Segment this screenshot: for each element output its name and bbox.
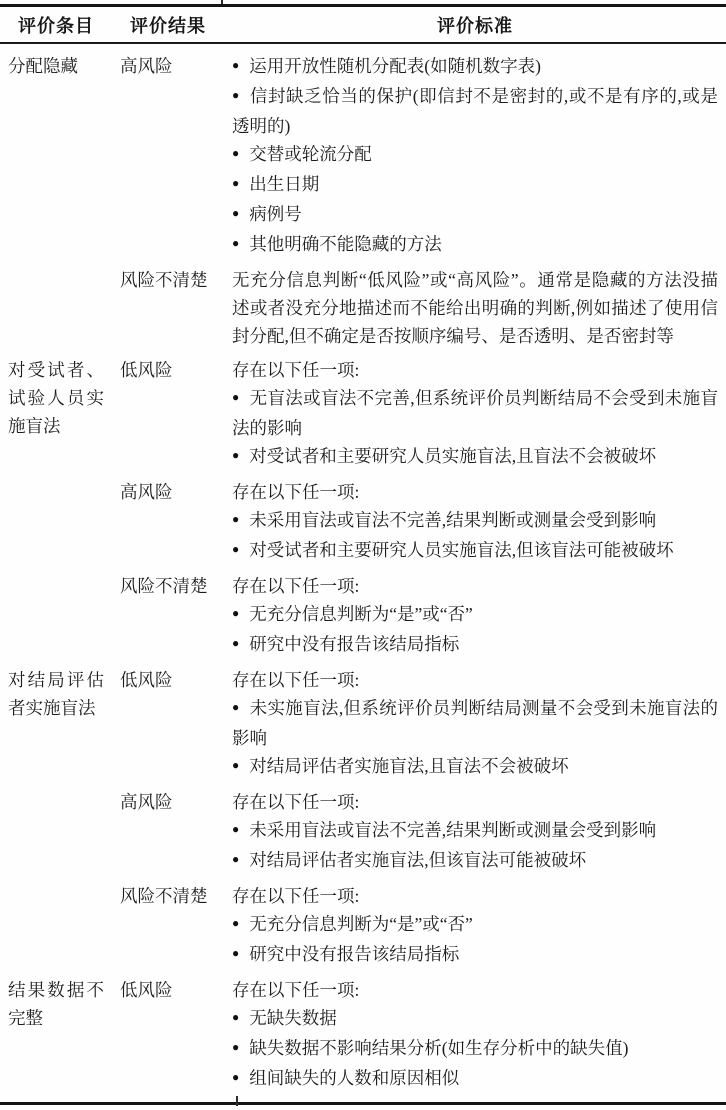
bullet-text: 对受试者和主要研究人员实施盲法,但该盲法可能被破坏 <box>249 540 674 560</box>
table-row <box>8 882 718 970</box>
table-body <box>0 44 726 1102</box>
result-cell: 高风险 <box>120 482 173 502</box>
bullet-icon: ● <box>232 146 240 160</box>
criteria-cell <box>232 478 718 566</box>
bullet-text: 其他明确不能隐藏的方法 <box>249 234 442 254</box>
bullet-item <box>232 170 718 200</box>
bullet-item <box>232 1034 718 1064</box>
bullet-icon: ● <box>232 206 240 220</box>
bullet-icon: ● <box>232 606 240 620</box>
criteria-intro: 存在以下任一项: <box>232 792 360 812</box>
criteria-cell <box>232 882 718 970</box>
result-cell: 低风险 <box>120 360 173 380</box>
criteria-intro: 存在以下任一项: <box>232 482 360 502</box>
bullet-item <box>232 140 718 170</box>
criteria-intro: 存在以下任一项: <box>232 886 360 906</box>
bullet-item <box>232 200 718 230</box>
criteria-text: 无充分信息判断“低风险”或“高风险”。通常是隐藏的方法没描述或者没充分地描述而不能给出明确的判断,例如描述了使用信封分配,但不确定是否按顺序编号、是否透明、是否密封等 <box>232 270 718 346</box>
bullet-icon: ● <box>232 236 240 250</box>
bullet-icon: ● <box>232 946 240 960</box>
bullet-icon: ● <box>232 636 240 650</box>
bullet-text: 交替或轮流分配 <box>249 144 372 164</box>
result-cell: 低风险 <box>120 980 173 1000</box>
bullet-icon: ● <box>232 390 240 404</box>
bullet-item <box>232 82 718 140</box>
bullet-item <box>232 506 718 536</box>
criteria-intro: 存在以下任一项: <box>232 980 360 1000</box>
bullet-icon: ● <box>232 916 240 930</box>
bullet-item <box>232 816 718 846</box>
bullet-item <box>232 384 718 442</box>
item-cell: 对结局评估者实施盲法 <box>8 670 104 718</box>
bullet-text: 未采用盲法或盲法不完善,结果判断或测量会受到影响 <box>249 510 657 530</box>
criteria-cell <box>232 976 718 1094</box>
result-cell: 风险不清楚 <box>120 576 208 596</box>
bullet-icon: ● <box>232 1070 240 1084</box>
table-row <box>8 356 718 472</box>
bullet-text: 缺失数据不影响结果分析(如生存分析中的缺失值) <box>249 1038 629 1058</box>
bullet-icon: ● <box>232 58 240 72</box>
bullet-item <box>232 600 718 630</box>
bullet-icon: ● <box>232 542 240 556</box>
result-cell: 风险不清楚 <box>120 886 208 906</box>
criteria-cell <box>232 666 718 782</box>
table-row <box>8 266 718 350</box>
criteria-intro: 存在以下任一项: <box>232 576 360 596</box>
bullet-icon: ● <box>232 448 240 462</box>
bullet-icon: ● <box>232 1040 240 1054</box>
bullet-text: 无充分信息判断为“是”或“否” <box>249 914 473 934</box>
bullet-item <box>232 1004 718 1034</box>
bullet-item <box>232 752 718 782</box>
bullet-icon: ● <box>232 758 240 772</box>
criteria-cell <box>232 572 718 660</box>
table-row <box>8 572 718 660</box>
result-cell: 低风险 <box>120 670 173 690</box>
table-row <box>8 52 718 260</box>
item-cell <box>8 882 104 970</box>
item-cell <box>8 266 104 350</box>
item-cell <box>8 478 104 566</box>
bullet-item <box>232 1064 718 1094</box>
bullet-text: 无缺失数据 <box>249 1008 337 1028</box>
bullet-icon: ● <box>232 1010 240 1024</box>
column-header-item: 评价条目 <box>18 15 94 36</box>
bullet-text: 病例号 <box>249 204 302 224</box>
table-row <box>8 788 718 876</box>
criteria-cell <box>232 788 718 876</box>
column-header-result: 评价结果 <box>130 15 206 36</box>
bullet-item <box>232 910 718 940</box>
item-cell: 分配隐藏 <box>8 56 78 76</box>
table-bottom-rule <box>0 1102 726 1105</box>
bullet-icon: ● <box>232 88 240 102</box>
item-cell <box>8 788 104 876</box>
bullet-item <box>232 52 718 82</box>
column-header-criteria: 评价标准 <box>437 15 513 36</box>
bullet-text: 未实施盲法,但系统评价员判断结局测量不会受到未施盲法的影响 <box>232 698 718 748</box>
table-row <box>8 666 718 782</box>
criteria-intro: 存在以下任一项: <box>232 360 360 380</box>
bullet-text: 对受试者和主要研究人员实施盲法,且盲法不会被破坏 <box>249 446 657 466</box>
bullet-text: 对结局评估者实施盲法,且盲法不会被破坏 <box>249 756 569 776</box>
bullet-text: 运用开放性随机分配表(如随机数字表) <box>249 56 541 76</box>
bullet-item <box>232 536 718 566</box>
bullet-text: 研究中没有报告该结局指标 <box>249 944 460 964</box>
bullet-item <box>232 442 718 472</box>
bullet-icon: ● <box>232 700 240 714</box>
bullet-text: 无充分信息判断为“是”或“否” <box>249 604 473 624</box>
bullet-text: 研究中没有报告该结局指标 <box>249 634 460 654</box>
criteria-cell <box>232 266 718 350</box>
bullet-icon: ● <box>232 176 240 190</box>
criteria-cell <box>232 356 718 472</box>
item-cell: 对受试者、试验人员实施盲法 <box>8 360 104 436</box>
bullet-text: 无盲法或盲法不完善,但系统评价员判断结局不会受到未施盲法的影响 <box>232 388 718 438</box>
bullet-item <box>232 846 718 876</box>
item-cell <box>8 572 104 660</box>
bullet-icon: ● <box>232 822 240 836</box>
bullet-icon: ● <box>232 852 240 866</box>
bullet-icon: ● <box>232 512 240 526</box>
table-row <box>8 976 718 1094</box>
criteria-intro: 存在以下任一项: <box>232 670 360 690</box>
table-header-row <box>0 7 726 42</box>
criteria-cell <box>232 52 718 260</box>
result-cell: 高风险 <box>120 56 173 76</box>
bullet-text: 信封缺乏恰当的保护(即信封不是密封的,或不是有序的,或是透明的) <box>232 86 718 136</box>
bullet-text: 未采用盲法或盲法不完善,结果判断或测量会受到影响 <box>249 820 657 840</box>
bullet-item <box>232 694 718 752</box>
bullet-item <box>232 940 718 970</box>
item-cell: 结果数据不完整 <box>8 980 104 1028</box>
result-cell: 高风险 <box>120 792 173 812</box>
bullet-text: 出生日期 <box>249 174 320 194</box>
bullet-item <box>232 630 718 660</box>
table-row <box>8 478 718 566</box>
result-cell: 风险不清楚 <box>120 270 208 290</box>
bullet-item <box>232 230 718 260</box>
scan-artifact-tick-bottom <box>236 1096 238 1106</box>
bullet-text: 对结局评估者实施盲法,但该盲法可能被破坏 <box>249 850 587 870</box>
bullet-text: 组间缺失的人数和原因相似 <box>249 1068 460 1088</box>
